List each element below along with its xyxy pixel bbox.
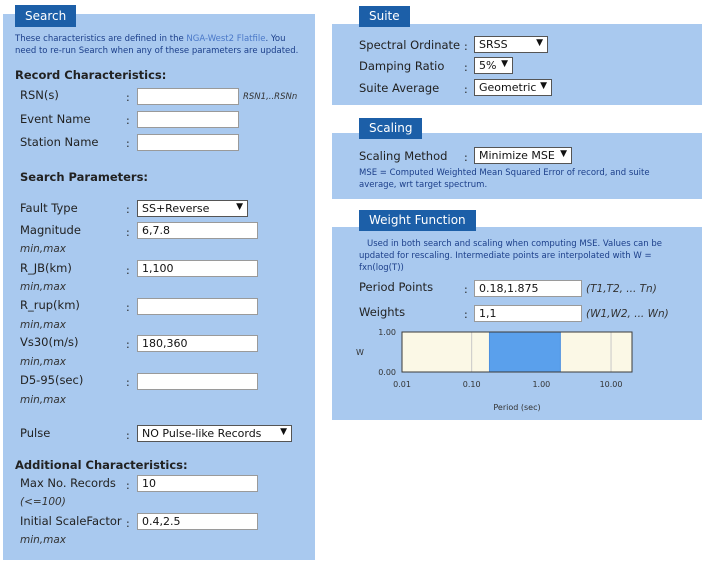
d595-label: D5-95(sec) <box>20 373 84 387</box>
chevron-down-icon: ▼ <box>280 427 287 437</box>
fault-type-value: SS+Reverse <box>142 202 210 215</box>
rjb-input[interactable] <box>137 260 258 277</box>
x-axis-label: Period (sec) <box>493 403 541 412</box>
event-name-colon: : <box>126 114 130 127</box>
suite-average-value: Geometric <box>479 81 537 94</box>
rrup-input[interactable] <box>137 298 258 315</box>
suite-average-colon: : <box>464 83 468 96</box>
record-characteristics-heading: Record Characteristics: <box>15 68 167 82</box>
additional-characteristics-heading: Additional Characteristics: <box>15 458 188 472</box>
rsn-input[interactable] <box>137 88 239 105</box>
station-name-colon: : <box>126 137 130 150</box>
y-axis-label: W <box>356 348 364 357</box>
fault-type-colon: : <box>126 203 130 216</box>
weights-colon: : <box>464 308 468 321</box>
scaling-method-select[interactable] <box>474 147 572 164</box>
rrup-label: R_rup(km) <box>20 298 80 312</box>
pulse-colon: : <box>126 429 130 442</box>
chevron-down-icon: ▼ <box>501 59 508 69</box>
scale-factor-hint: min,max <box>20 534 67 546</box>
x-tick-label: 10.00 <box>599 380 623 389</box>
station-name-input[interactable] <box>137 134 239 151</box>
damping-ratio-value: 5% <box>479 59 497 72</box>
station-name-label: Station Name <box>20 135 99 149</box>
chevron-down-icon: ▼ <box>536 38 543 48</box>
magnitude-label: Magnitude <box>20 223 81 237</box>
period-points-hint: (T1,T2, ... Tn) <box>586 283 657 295</box>
rjb-label: R_JB(km) <box>20 261 72 275</box>
max-records-input[interactable] <box>137 475 258 492</box>
event-name-input[interactable] <box>137 111 239 128</box>
period-points-label: Period Points <box>359 280 434 294</box>
damping-ratio-colon: : <box>464 61 468 74</box>
scaling-tab[interactable]: Scaling <box>359 118 422 139</box>
rsn-label: RSN(s) <box>20 88 59 102</box>
max-records-hint: (<=100) <box>20 496 66 508</box>
chevron-down-icon: ▼ <box>540 81 547 91</box>
d595-hint: min,max <box>20 394 67 406</box>
scale-factor-label: Initial ScaleFactor <box>20 514 122 528</box>
scale-factor-input[interactable] <box>137 513 258 530</box>
rsn-colon: : <box>126 91 130 104</box>
pulse-value: NO Pulse-like Records <box>142 427 262 440</box>
rjb-hint: min,max <box>20 281 67 293</box>
weight-area <box>489 332 560 372</box>
scaling-method-value: Minimize MSE <box>479 149 555 162</box>
event-name-label: Event Name <box>20 112 91 126</box>
period-points-input[interactable] <box>474 280 582 297</box>
chevron-down-icon: ▼ <box>236 202 243 212</box>
weight-function-chart <box>342 322 682 416</box>
x-tick-label: 0.01 <box>393 380 411 389</box>
chevron-down-icon: ▼ <box>560 149 567 159</box>
magnitude-input[interactable] <box>137 222 258 239</box>
scaling-method-colon: : <box>464 151 468 164</box>
rsn-hint: RSN1,..RSNn <box>243 92 298 102</box>
pulse-label: Pulse <box>20 426 51 440</box>
weights-input[interactable] <box>474 305 582 322</box>
scaling-note: MSE = Computed Weighted Mean Squared Error of record, and suite average, wrt target spectrum. <box>359 168 650 190</box>
magnitude-colon: : <box>126 226 130 239</box>
vs30-hint: min,max <box>20 356 67 368</box>
rjb-colon: : <box>126 264 130 277</box>
spectral-ordinate-colon: : <box>464 40 468 53</box>
suite-average-label: Suite Average <box>359 81 440 95</box>
suite-tab[interactable]: Suite <box>359 6 410 27</box>
y-tick-label: 1.00 <box>378 328 396 337</box>
vs30-colon: : <box>126 338 130 351</box>
period-points-colon: : <box>464 283 468 296</box>
spectral-ordinate-value: SRSS <box>479 38 508 51</box>
search-note: These characteristics are defined in the NGA-West2 Flatfile. You need to re-run Search when any of these parameters are updated. <box>15 34 299 56</box>
search-tab[interactable]: Search <box>15 5 76 27</box>
weight-function-note: Used in both search and scaling when computing MSE. Values can be updated for rescaling. Intermediate points are interpolated with W = fxn(log(T)) <box>359 239 662 273</box>
nga-flatfile-link[interactable]: NGA-West2 Flatfile <box>186 34 266 44</box>
scale-factor-colon: : <box>126 517 130 530</box>
x-tick-label: 1.00 <box>532 380 551 389</box>
d595-input[interactable] <box>137 373 258 390</box>
weights-hint: (W1,W2, ... Wn) <box>586 308 669 320</box>
rrup-hint: min,max <box>20 319 67 331</box>
weights-label: Weights <box>359 305 406 319</box>
vs30-input[interactable] <box>137 335 258 352</box>
suite-average-select[interactable] <box>474 79 552 96</box>
rrup-colon: : <box>126 301 130 314</box>
spectral-ordinate-select[interactable] <box>474 36 548 53</box>
scaling-method-label: Scaling Method <box>359 149 448 163</box>
search-parameters-heading: Search Parameters: <box>20 170 149 184</box>
max-records-colon: : <box>126 479 130 492</box>
vs30-label: Vs30(m/s) <box>20 335 79 349</box>
damping-ratio-label: Damping Ratio <box>359 59 445 73</box>
y-tick-label: 0.00 <box>378 368 396 377</box>
weight-function-tab[interactable]: Weight Function <box>359 210 476 231</box>
damping-ratio-select[interactable] <box>474 57 513 74</box>
magnitude-hint: min,max <box>20 243 67 255</box>
fault-type-select[interactable] <box>137 200 248 217</box>
spectral-ordinate-label: Spectral Ordinate <box>359 38 461 52</box>
fault-type-label: Fault Type <box>20 201 78 215</box>
x-tick-label: 0.10 <box>462 380 481 389</box>
d595-colon: : <box>126 376 130 389</box>
pulse-select[interactable] <box>137 425 292 442</box>
max-records-label: Max No. Records <box>20 476 116 490</box>
